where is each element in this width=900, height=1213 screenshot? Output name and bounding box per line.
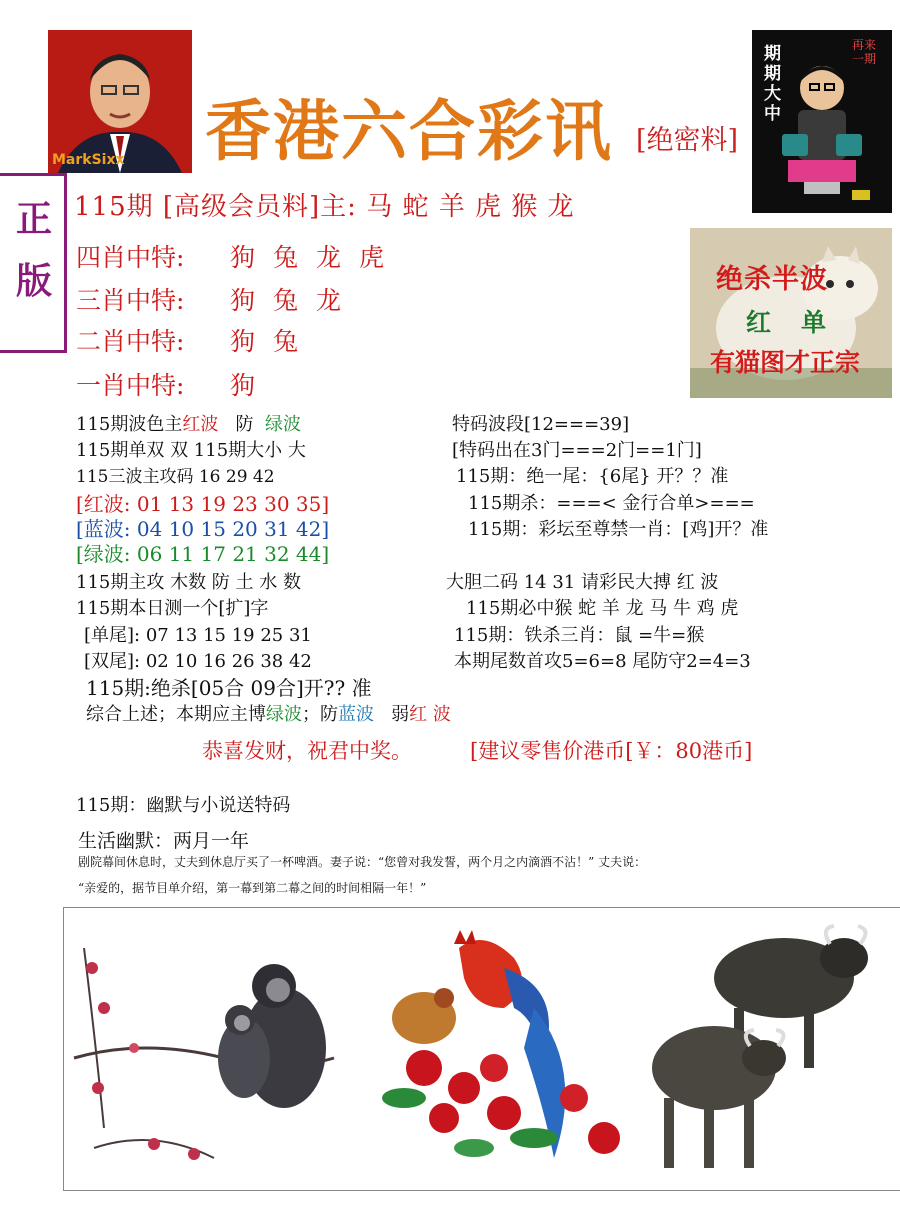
summary-guard-label: ；防 — [302, 704, 338, 725]
pick-label: 二肖中特: — [76, 327, 185, 356]
page-title: 香港六合彩讯 — [205, 92, 613, 170]
pick-four — [76, 238, 403, 274]
summary-line — [86, 700, 451, 726]
kill-combo-right-line: 115期杀：===< 金行合单>=== — [468, 493, 755, 514]
pick-label: 四肖中特: — [76, 243, 185, 272]
must-win-line: 115期必中猴 蛇 羊 龙 马 牛 鸡 虎 — [466, 598, 739, 619]
special-range-line: 特码波段[12===39] — [452, 414, 630, 435]
page-subtitle: [绝密料] — [636, 125, 739, 156]
pick-animals: 狗兔龙 — [230, 286, 360, 315]
wave-color-main: 红波 — [182, 414, 219, 435]
wave-color-prefix: 115期波色主 — [76, 414, 183, 435]
joke-title: 生活幽默：两月一年 — [78, 830, 250, 852]
summary-main-wave: 绿波 — [266, 704, 302, 725]
daily-char-line: 115期本日测一个[扩]字 — [76, 598, 269, 619]
forbidden-line: 115期：彩坛至尊禁一肖：[鸡]开？准 — [468, 519, 769, 540]
congrats-text: 恭喜发财，祝君中奖。 — [202, 739, 412, 763]
summary-weak-label: 弱 — [391, 704, 410, 725]
special-gates-line: [特码出在3门===2门==1门] — [452, 440, 702, 461]
member-main-line: 115期 [高级会员料]主: 马 蛇 羊 虎 猴 龙 — [74, 192, 575, 222]
iron-kill-line: 115期：铁杀三肖：鼠 =牛=猴 — [454, 625, 705, 646]
pick-animals: 狗兔 — [230, 327, 317, 356]
summary-weak-wave: 红 波 — [409, 704, 451, 725]
tail-numbers-line: 本期尾数首攻5=6=8 尾防守2=4=3 — [454, 651, 751, 672]
wave-color-guard: 绿波 — [264, 414, 301, 435]
pick-two — [76, 322, 317, 358]
pick-animals: 狗 — [230, 371, 274, 400]
double-tail-line: [双尾]: 02 10 16 26 38 42 — [84, 651, 312, 672]
cat-caption-line1: 绝杀半波 — [716, 264, 828, 295]
red-wave-numbers: [红波: 01 13 19 23 30 35] — [76, 492, 330, 516]
cat-caption-line2: 红单 — [746, 308, 857, 337]
pick-label: 三肖中特: — [76, 286, 185, 315]
summary-prefix: 综合上述；本期应主博 — [86, 704, 266, 725]
pick-label: 一肖中特: — [76, 371, 185, 400]
cartoon-caption-right: 再来一期 — [852, 38, 877, 66]
green-wave-numbers: [绿波: 06 11 17 21 32 44] — [76, 542, 330, 566]
three-waves-line: 115三波主攻码 16 29 42 — [76, 467, 275, 487]
price-text: [建议零售价港币[￥：80港币] — [470, 739, 753, 763]
cat-caption-line3: 有猫图才正宗 — [710, 348, 861, 377]
blue-wave-numbers: [蓝波: 04 10 15 20 31 42] — [76, 517, 330, 541]
wave-color-line — [76, 410, 301, 436]
wave-color-guard-label: 防 — [235, 414, 254, 435]
joke-body-line2: “亲爱的，据节目单介绍，第一幕到第二幕之间的时间相隔一年！” — [78, 881, 427, 895]
pick-one — [76, 366, 274, 402]
joke-heading: 115期：幽默与小说送特码 — [76, 795, 291, 816]
cartoon-caption-left: 期期大中 — [764, 44, 781, 124]
main-attack-line: 115期主攻 木数 防 土 水 数 — [76, 572, 301, 593]
summary-guard-wave: 蓝波 — [338, 704, 374, 725]
single-tail-line: [单尾]: 07 13 15 19 25 31 — [84, 625, 312, 646]
authentic-badge-text: 正版 — [15, 198, 52, 302]
portrait-caption: MarkSixx — [52, 152, 125, 168]
joke-body-line1: 剧院幕间休息时，丈夫到休息厅买了一杯啤酒。妻子说：“您曾对我发誓，两个月之内滴酒不沾！” 丈夫说： — [78, 855, 647, 869]
pick-three — [76, 281, 360, 317]
pick-animals: 狗兔龙虎 — [230, 243, 403, 272]
bold-two-line: 大胆二码 14 31 请彩民大搏 红 波 — [446, 572, 719, 593]
odd-even-line: 115期单双 双 115期大小 大 — [76, 440, 306, 461]
kill-combo-line: 115期:绝杀[05合 09合]开?? 准 — [86, 676, 372, 700]
kill-tail-line: 115期：绝一尾：{6尾} 开？？准 — [456, 466, 729, 487]
zodiac-painting — [63, 907, 900, 1191]
